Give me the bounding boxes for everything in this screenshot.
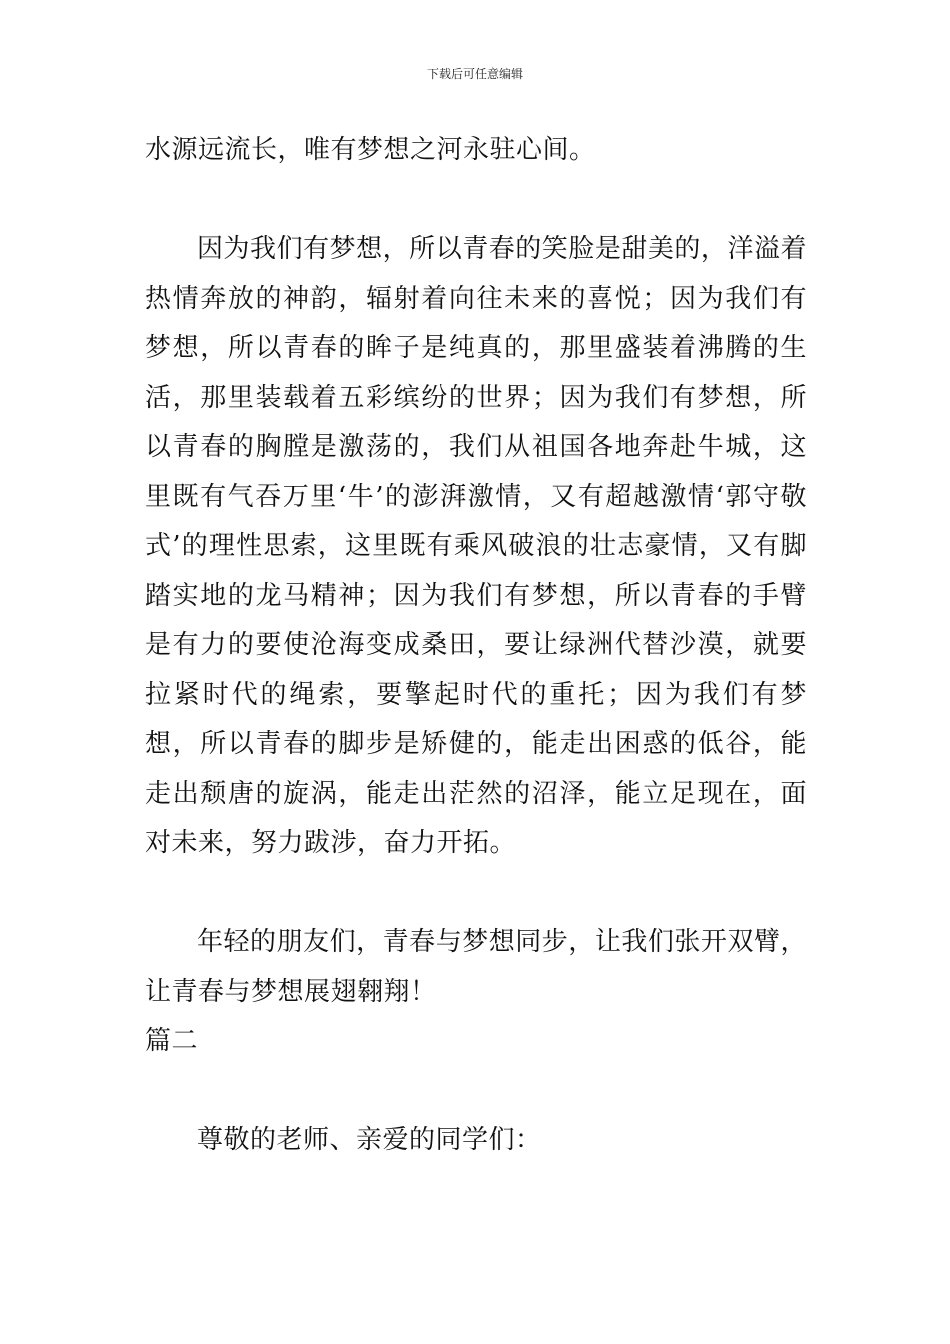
paragraph-call-to-friends: 年轻的朋友们，青春与梦想同步，让我们张开双臂，让青春与梦想展翅翱翔！ (145, 927, 807, 1007)
paragraph-gap (145, 176, 807, 226)
section-heading: 篇二 (145, 1026, 199, 1056)
paragraph-dream-body: 因为我们有梦想，所以青春的笑脸是甜美的，洋溢着热情奔放的神韵，辐射着向往未来的喜悦；因为我们有梦想，所以青春的眸子是纯真的，那里盛装着沸腾的生活，那里装载着五彩缤纷的世界；因为我们有梦想，所以青春的胸膛是激荡的，我们从祖国各地奔赴牛城，这里既有气吞万里‘牛’的澎湃激情，又有超越激情‘郭守敬式’的理性思索，这里既有乘风破浪的壮志豪情，又有脚踏实地的龙马精神；因为我们有梦想，所以青春的手臂是有力的要使沧海变成桑田，要让绿洲代替沙漠，就要拉紧时代的绳索，要擎起时代的重托；因为我们有梦想，所以青春的脚步是矫健的，能走出困惑的低谷，能走出颓唐的旋涡，能走出茫然的沼泽，能立足现在，面对未来，努力跋涉，奋力开拓。 (145, 234, 807, 858)
paragraph-gap (145, 1067, 807, 1117)
page-header: 下载后可任意编辑 (426, 67, 523, 81)
paragraph-gap (145, 869, 807, 919)
document-body (145, 126, 807, 1166)
paragraph-closing-line: 水源远流长，唯有梦想之河永驻心间。 (145, 135, 596, 165)
paragraph-greeting: 尊敬的老师、亲爱的同学们： (197, 1125, 542, 1155)
